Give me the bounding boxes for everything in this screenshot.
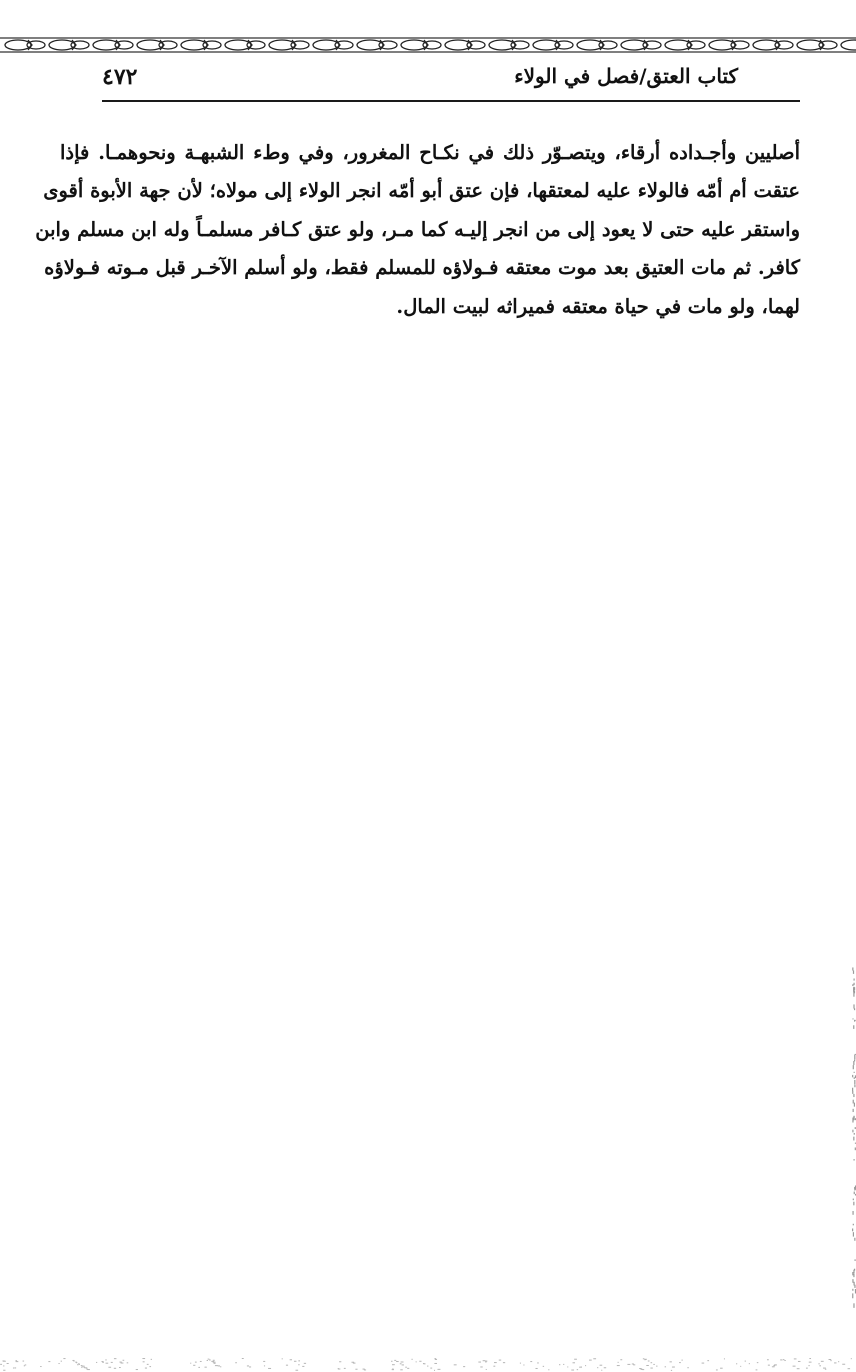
text-line: واستقر عليه حتى لا يعود إلى من انجر إليـه كما مـر، ولو عتق كـافر مسلمـاً وله ابن مسلم وابن: [35, 217, 800, 241]
running-header: [60, 62, 800, 102]
text-line: عتقت أم أمّه فالولاء عليه لمعتقها، فإن عتق أبو أمّه انجر الولاء إلى مولاه؛ لأن جهة الأبوة أقوى: [43, 179, 800, 203]
scan-edge-speckle: [850, 960, 856, 1320]
header-title: كتاب العتق/فصل في الولاء: [514, 64, 738, 88]
body-paragraph: [35, 134, 800, 326]
text-line: لهما، ولو مات في حياة معتقه فميراثه لبيت المال.: [396, 294, 800, 318]
text-line: أصليين وأجـداده أرقاء، ويتصـوّر ذلك في نكـاح المغرور، وفي وطء الشبهـة ونحوهمـا. فإذا: [60, 141, 800, 164]
page-number: ٤٧٢: [102, 64, 138, 90]
text-line: كافر. ثم مات العتيق بعد موت معتقه فـولاؤه للمسلم فقط، ولو أسلم الآخـر قبل مـوته فـولاؤه: [44, 256, 800, 280]
header-ornament-border: [0, 34, 856, 56]
scan-bottom-speckle: [0, 1358, 856, 1372]
header-rule: [102, 100, 800, 102]
